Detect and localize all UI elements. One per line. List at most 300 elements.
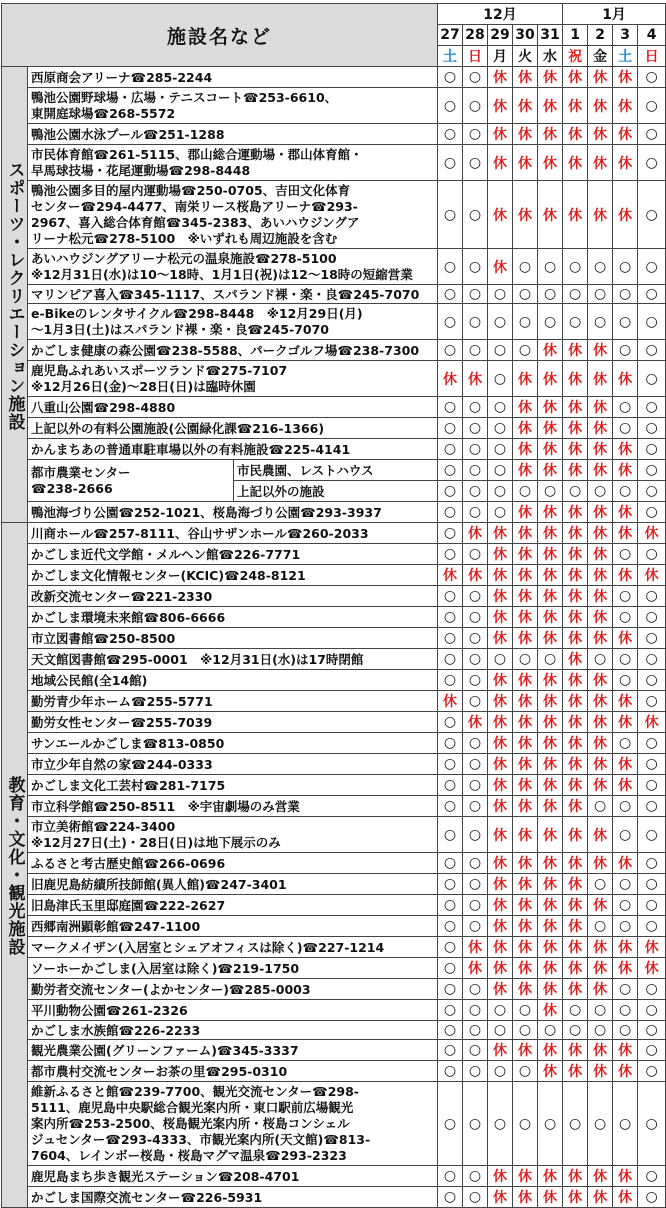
open-mark: ○ — [588, 649, 613, 670]
open-mark: ○ — [438, 874, 463, 895]
open-mark: ○ — [613, 285, 638, 304]
closed-mark: 休 — [613, 88, 638, 124]
closed-mark: 休 — [588, 460, 613, 481]
closed-mark: 休 — [538, 1187, 563, 1208]
open-mark: ○ — [463, 1061, 488, 1082]
table-row — [2, 979, 666, 1000]
table-row — [2, 1061, 666, 1082]
open-mark: ○ — [638, 460, 666, 481]
closed-mark: 休 — [613, 181, 638, 249]
open-mark: ○ — [438, 249, 463, 285]
facility-name: かごしま国際交流センター☎226-5931 — [28, 1187, 438, 1208]
open-mark: ○ — [638, 145, 666, 181]
closed-mark: 休 — [538, 628, 563, 649]
open-mark: ○ — [638, 361, 666, 397]
open-mark: ○ — [463, 649, 488, 670]
closed-mark: 休 — [588, 817, 613, 853]
facility-name: あいハウジングアリーナ松元の温泉施設☎278-5100 ※12月31日(水)は10～18時、1月1日(祝)は12～18時の短縮営業 — [28, 249, 438, 285]
closed-mark: 休 — [563, 1040, 588, 1061]
facility-name: 旧鹿児島紡績所技師館(異人館)☎247-3401 — [28, 874, 438, 895]
open-mark: ○ — [613, 481, 638, 502]
closed-mark: 休 — [538, 979, 563, 1000]
closed-mark: 休 — [488, 145, 513, 181]
open-mark: ○ — [463, 607, 488, 628]
closed-mark: 休 — [588, 895, 613, 916]
closed-mark: 休 — [488, 523, 513, 544]
facility-name: e-Bikeのレンタサイクル☎298-8448 ※12月29日(月) ～1月3日(土)はスパランド裸・楽・良☎245-7070 — [28, 304, 438, 340]
open-mark: ○ — [613, 607, 638, 628]
table-row — [2, 249, 666, 285]
open-mark: ○ — [638, 1187, 666, 1208]
open-mark: ○ — [438, 67, 463, 88]
table-row — [2, 418, 666, 439]
open-mark: ○ — [638, 481, 666, 502]
table-row — [2, 145, 666, 181]
closed-mark: 休 — [638, 523, 666, 544]
open-mark: ○ — [488, 340, 513, 361]
closed-mark: 休 — [563, 460, 588, 481]
closed-mark: 休 — [563, 1166, 588, 1187]
closed-mark: 休 — [513, 439, 538, 460]
facility-name: 観光農業公園(グリーンファーム)☎345-3337 — [28, 1040, 438, 1061]
open-mark: ○ — [463, 691, 488, 712]
closed-mark: 休 — [588, 733, 613, 754]
open-mark: ○ — [438, 895, 463, 916]
open-mark: ○ — [638, 1082, 666, 1166]
closed-mark: 休 — [513, 733, 538, 754]
closed-mark: 休 — [463, 361, 488, 397]
closed-mark: 休 — [438, 565, 463, 586]
closed-mark: 休 — [613, 958, 638, 979]
open-mark: ○ — [463, 1166, 488, 1187]
facility-name: 鴨池公園多目的屋内運動場☎250-0705、吉田文化体育 センター☎294-4477、南栄リース桜島アリーナ☎293- 2967、喜入総合体育館☎345-2383、あいハウジングア リーナ松元☎278-5100 ※いずれも周辺施設を含む — [28, 181, 438, 249]
closed-mark: 休 — [438, 691, 463, 712]
open-mark: ○ — [638, 439, 666, 460]
closed-mark: 休 — [488, 958, 513, 979]
closed-mark: 休 — [538, 1061, 563, 1082]
closed-mark: 休 — [563, 937, 588, 958]
closed-mark: 休 — [613, 853, 638, 874]
open-mark: ○ — [463, 853, 488, 874]
table-row — [2, 124, 666, 145]
holiday-schedule-table — [1, 3, 666, 1208]
open-mark: ○ — [488, 502, 513, 523]
open-mark: ○ — [588, 304, 613, 340]
table-row — [2, 874, 666, 895]
open-mark: ○ — [438, 649, 463, 670]
open-mark: ○ — [463, 88, 488, 124]
open-mark: ○ — [613, 874, 638, 895]
closed-mark: 休 — [588, 181, 613, 249]
facility-name: マークメイザン(入居室とシェアオフィスは除く)☎227-1214 — [28, 937, 438, 958]
open-mark: ○ — [563, 1000, 588, 1021]
open-mark: ○ — [513, 1082, 538, 1166]
open-mark: ○ — [588, 249, 613, 285]
closed-mark: 休 — [563, 523, 588, 544]
closed-mark: 休 — [488, 817, 513, 853]
open-mark: ○ — [613, 586, 638, 607]
closed-mark: 休 — [488, 249, 513, 285]
open-mark: ○ — [438, 523, 463, 544]
facility-name: 市立美術館☎224-3400 ※12月27日(土)・28日(日)は地下展示のみ — [28, 817, 438, 853]
open-mark: ○ — [613, 1082, 638, 1166]
weekday-header: 水 — [538, 46, 563, 67]
closed-mark: 休 — [538, 754, 563, 775]
table-row — [2, 712, 666, 733]
closed-mark: 休 — [613, 565, 638, 586]
table-row — [2, 775, 666, 796]
open-mark: ○ — [488, 361, 513, 397]
closed-mark: 休 — [613, 1061, 638, 1082]
open-mark: ○ — [613, 397, 638, 418]
open-mark: ○ — [463, 979, 488, 1000]
closed-mark: 休 — [613, 145, 638, 181]
closed-mark: 休 — [538, 502, 563, 523]
open-mark: ○ — [438, 1061, 463, 1082]
facility-name: 鹿児島まち歩き観光ステーション☎208-4701 — [28, 1166, 438, 1187]
open-mark: ○ — [438, 397, 463, 418]
closed-mark: 休 — [513, 544, 538, 565]
table-row — [2, 754, 666, 775]
open-mark: ○ — [613, 895, 638, 916]
closed-mark: 休 — [513, 67, 538, 88]
open-mark: ○ — [638, 916, 666, 937]
closed-mark: 休 — [488, 754, 513, 775]
closed-mark: 休 — [538, 937, 563, 958]
open-mark: ○ — [463, 817, 488, 853]
closed-mark: 休 — [588, 1166, 613, 1187]
facility-column-header: 施設名など — [2, 4, 438, 67]
closed-mark: 休 — [488, 937, 513, 958]
closed-mark: 休 — [588, 67, 613, 88]
open-mark: ○ — [513, 285, 538, 304]
weekday-header: 月 — [488, 46, 513, 67]
open-mark: ○ — [538, 285, 563, 304]
open-mark: ○ — [463, 1021, 488, 1040]
facility-name: 勤労女性センター☎255-7039 — [28, 712, 438, 733]
open-mark: ○ — [438, 1021, 463, 1040]
closed-mark: 休 — [463, 937, 488, 958]
open-mark: ○ — [438, 340, 463, 361]
closed-mark: 休 — [513, 853, 538, 874]
closed-mark: 休 — [563, 628, 588, 649]
table-row — [2, 958, 666, 979]
closed-mark: 休 — [588, 937, 613, 958]
date-header: 30 — [513, 25, 538, 46]
table-row — [2, 796, 666, 817]
closed-mark: 休 — [613, 712, 638, 733]
open-mark: ○ — [438, 439, 463, 460]
open-mark: ○ — [613, 249, 638, 285]
closed-mark: 休 — [538, 895, 563, 916]
closed-mark: 休 — [488, 1187, 513, 1208]
table-row — [2, 304, 666, 340]
closed-mark: 休 — [513, 145, 538, 181]
open-mark: ○ — [488, 1000, 513, 1021]
open-mark: ○ — [463, 874, 488, 895]
closed-mark: 休 — [513, 796, 538, 817]
closed-mark: 休 — [488, 1040, 513, 1061]
facility-name: 地域公民館(全14館) — [28, 670, 438, 691]
facility-subname: 上記以外の施設 — [234, 481, 438, 502]
open-mark: ○ — [438, 88, 463, 124]
closed-mark: 休 — [513, 1040, 538, 1061]
closed-mark: 休 — [538, 733, 563, 754]
closed-mark: 休 — [588, 565, 613, 586]
weekday-header: 土 — [613, 46, 638, 67]
closed-mark: 休 — [538, 958, 563, 979]
closed-mark: 休 — [488, 544, 513, 565]
open-mark: ○ — [513, 481, 538, 502]
open-mark: ○ — [438, 1166, 463, 1187]
closed-mark: 休 — [563, 958, 588, 979]
facility-name: 西郷南洲顕彰館☎247-1100 — [28, 916, 438, 937]
closed-mark: 休 — [538, 916, 563, 937]
category-text: 教育・文化・観光施設 — [4, 776, 25, 956]
open-mark: ○ — [538, 649, 563, 670]
open-mark: ○ — [613, 979, 638, 1000]
closed-mark: 休 — [563, 853, 588, 874]
closed-mark: 休 — [588, 88, 613, 124]
open-mark: ○ — [463, 1000, 488, 1021]
closed-mark: 休 — [588, 691, 613, 712]
closed-mark: 休 — [613, 1040, 638, 1061]
open-mark: ○ — [488, 397, 513, 418]
closed-mark: 休 — [563, 1061, 588, 1082]
table-row — [2, 853, 666, 874]
open-mark: ○ — [638, 796, 666, 817]
table-row — [2, 733, 666, 754]
closed-mark: 休 — [513, 775, 538, 796]
closed-mark: 休 — [488, 796, 513, 817]
date-header: 29 — [488, 25, 513, 46]
facility-name: 上記以外の有料公園施設(公園緑化課☎216-1366) — [28, 418, 438, 439]
open-mark: ○ — [513, 649, 538, 670]
open-mark: ○ — [463, 249, 488, 285]
open-mark: ○ — [538, 1082, 563, 1166]
closed-mark: 休 — [538, 439, 563, 460]
open-mark: ○ — [463, 481, 488, 502]
closed-mark: 休 — [588, 418, 613, 439]
open-mark: ○ — [463, 145, 488, 181]
open-mark: ○ — [438, 796, 463, 817]
closed-mark: 休 — [513, 607, 538, 628]
open-mark: ○ — [513, 1061, 538, 1082]
open-mark: ○ — [613, 544, 638, 565]
weekday-header: 日 — [463, 46, 488, 67]
table-row — [2, 340, 666, 361]
closed-mark: 休 — [538, 775, 563, 796]
open-mark: ○ — [638, 979, 666, 1000]
closed-mark: 休 — [488, 565, 513, 586]
closed-mark: 休 — [538, 1000, 563, 1021]
facility-name: かごしま文化情報センター(KCIC)☎248-8121 — [28, 565, 438, 586]
open-mark: ○ — [438, 916, 463, 937]
open-mark: ○ — [638, 1021, 666, 1040]
closed-mark: 休 — [588, 145, 613, 181]
closed-mark: 休 — [613, 937, 638, 958]
open-mark: ○ — [563, 1021, 588, 1040]
closed-mark: 休 — [563, 502, 588, 523]
open-mark: ○ — [588, 285, 613, 304]
open-mark: ○ — [438, 754, 463, 775]
facility-name: 八重山公園☎298-4880 — [28, 397, 438, 418]
closed-mark: 休 — [588, 712, 613, 733]
closed-mark: 休 — [538, 796, 563, 817]
table-row — [2, 649, 666, 670]
date-header: 1 — [563, 25, 588, 46]
date-header: 2 — [588, 25, 613, 46]
closed-mark: 休 — [563, 439, 588, 460]
open-mark: ○ — [463, 670, 488, 691]
open-mark: ○ — [438, 1082, 463, 1166]
open-mark: ○ — [463, 754, 488, 775]
open-mark: ○ — [463, 67, 488, 88]
open-mark: ○ — [563, 249, 588, 285]
open-mark: ○ — [463, 439, 488, 460]
closed-mark: 休 — [513, 397, 538, 418]
closed-mark: 休 — [588, 544, 613, 565]
facility-name: 天文館図書館☎295-0001 ※12月31日(水)は17時閉館 — [28, 649, 438, 670]
closed-mark: 休 — [488, 712, 513, 733]
table-row — [2, 88, 666, 124]
closed-mark: 休 — [613, 754, 638, 775]
facility-name: サンエールかごしま☎813-0850 — [28, 733, 438, 754]
closed-mark: 休 — [588, 586, 613, 607]
open-mark: ○ — [638, 649, 666, 670]
closed-mark: 休 — [563, 691, 588, 712]
closed-mark: 休 — [513, 586, 538, 607]
closed-mark: 休 — [513, 874, 538, 895]
table-row — [2, 1082, 666, 1166]
open-mark: ○ — [438, 958, 463, 979]
closed-mark: 休 — [488, 1166, 513, 1187]
open-mark: ○ — [438, 544, 463, 565]
weekday-header: 火 — [513, 46, 538, 67]
closed-mark: 休 — [488, 607, 513, 628]
open-mark: ○ — [588, 916, 613, 937]
closed-mark: 休 — [588, 979, 613, 1000]
closed-mark: 休 — [588, 670, 613, 691]
table-row — [2, 361, 666, 397]
facility-name: 旧島津氏玉里邸庭園☎222-2627 — [28, 895, 438, 916]
table-row — [2, 1000, 666, 1021]
closed-mark: 休 — [563, 361, 588, 397]
open-mark: ○ — [513, 249, 538, 285]
open-mark: ○ — [438, 181, 463, 249]
closed-mark: 休 — [538, 124, 563, 145]
closed-mark: 休 — [513, 628, 538, 649]
open-mark: ○ — [463, 397, 488, 418]
open-mark: ○ — [438, 817, 463, 853]
closed-mark: 休 — [538, 418, 563, 439]
open-mark: ○ — [563, 1082, 588, 1166]
closed-mark: 休 — [588, 958, 613, 979]
closed-mark: 休 — [513, 565, 538, 586]
closed-mark: 休 — [613, 775, 638, 796]
open-mark: ○ — [463, 340, 488, 361]
closed-mark: 休 — [563, 397, 588, 418]
closed-mark: 休 — [538, 565, 563, 586]
table-row — [2, 460, 666, 481]
weekday-header: 金 — [588, 46, 613, 67]
closed-mark: 休 — [613, 1166, 638, 1187]
table-row — [2, 670, 666, 691]
facility-name: 勤労者交流センター(よかセンター)☎285-0003 — [28, 979, 438, 1000]
open-mark: ○ — [638, 1040, 666, 1061]
closed-mark: 休 — [588, 1040, 613, 1061]
closed-mark: 休 — [538, 181, 563, 249]
open-mark: ○ — [638, 304, 666, 340]
open-mark: ○ — [638, 544, 666, 565]
closed-mark: 休 — [488, 181, 513, 249]
open-mark: ○ — [638, 181, 666, 249]
closed-mark: 休 — [563, 88, 588, 124]
facility-name: 維新ふるさと館☎239-7700、観光交流センター☎298- 5111、鹿児島中央駅総合観光案内所・東口駅前広場観光 案内所☎253-2500、桜島観光案内所・桜島コンシェル ジュセンター☎293-4333、市観光案内所(天文館)☎813- 7604、レインボー桜島・桜島マグマ温泉☎293-2323 — [28, 1082, 438, 1166]
open-mark: ○ — [463, 285, 488, 304]
closed-mark: 休 — [538, 88, 563, 124]
facility-name: かごしま健康の森公園☎238-5588、パークゴルフ場☎238-7300 — [28, 340, 438, 361]
closed-mark: 休 — [613, 439, 638, 460]
closed-mark: 休 — [613, 460, 638, 481]
open-mark: ○ — [613, 916, 638, 937]
closed-mark: 休 — [488, 691, 513, 712]
open-mark: ○ — [463, 895, 488, 916]
facility-name: 市民体育館☎261-5115、郡山総合運動場・郡山体育館・ 早馬球技場・花尾運動場☎298-8448 — [28, 145, 438, 181]
closed-mark: 休 — [538, 874, 563, 895]
facility-name: かごしま水族館☎226-2233 — [28, 1021, 438, 1040]
closed-mark: 休 — [563, 607, 588, 628]
open-mark: ○ — [463, 124, 488, 145]
facility-name: 西原商会アリーナ☎285-2244 — [28, 67, 438, 88]
open-mark: ○ — [438, 979, 463, 1000]
open-mark: ○ — [488, 1061, 513, 1082]
open-mark: ○ — [488, 1082, 513, 1166]
closed-mark: 休 — [538, 67, 563, 88]
closed-mark: 休 — [488, 628, 513, 649]
open-mark: ○ — [463, 418, 488, 439]
closed-mark: 休 — [513, 418, 538, 439]
open-mark: ○ — [638, 853, 666, 874]
open-mark: ○ — [638, 670, 666, 691]
category-label — [2, 67, 28, 523]
date-header: 28 — [463, 25, 488, 46]
closed-mark: 休 — [588, 853, 613, 874]
open-mark: ○ — [638, 502, 666, 523]
closed-mark: 休 — [513, 916, 538, 937]
closed-mark: 休 — [513, 895, 538, 916]
open-mark: ○ — [588, 1000, 613, 1021]
open-mark: ○ — [638, 733, 666, 754]
closed-mark: 休 — [538, 817, 563, 853]
open-mark: ○ — [488, 481, 513, 502]
closed-mark: 休 — [588, 607, 613, 628]
closed-mark: 休 — [563, 979, 588, 1000]
open-mark: ○ — [638, 340, 666, 361]
date-header: 27 — [438, 25, 463, 46]
closed-mark: 休 — [513, 1187, 538, 1208]
closed-mark: 休 — [538, 544, 563, 565]
closed-mark: 休 — [463, 712, 488, 733]
open-mark: ○ — [638, 1061, 666, 1082]
open-mark: ○ — [563, 304, 588, 340]
closed-mark: 休 — [513, 958, 538, 979]
closed-mark: 休 — [563, 565, 588, 586]
closed-mark: 休 — [563, 181, 588, 249]
table-row — [2, 817, 666, 853]
closed-mark: 休 — [538, 853, 563, 874]
date-header: 4 — [638, 25, 666, 46]
